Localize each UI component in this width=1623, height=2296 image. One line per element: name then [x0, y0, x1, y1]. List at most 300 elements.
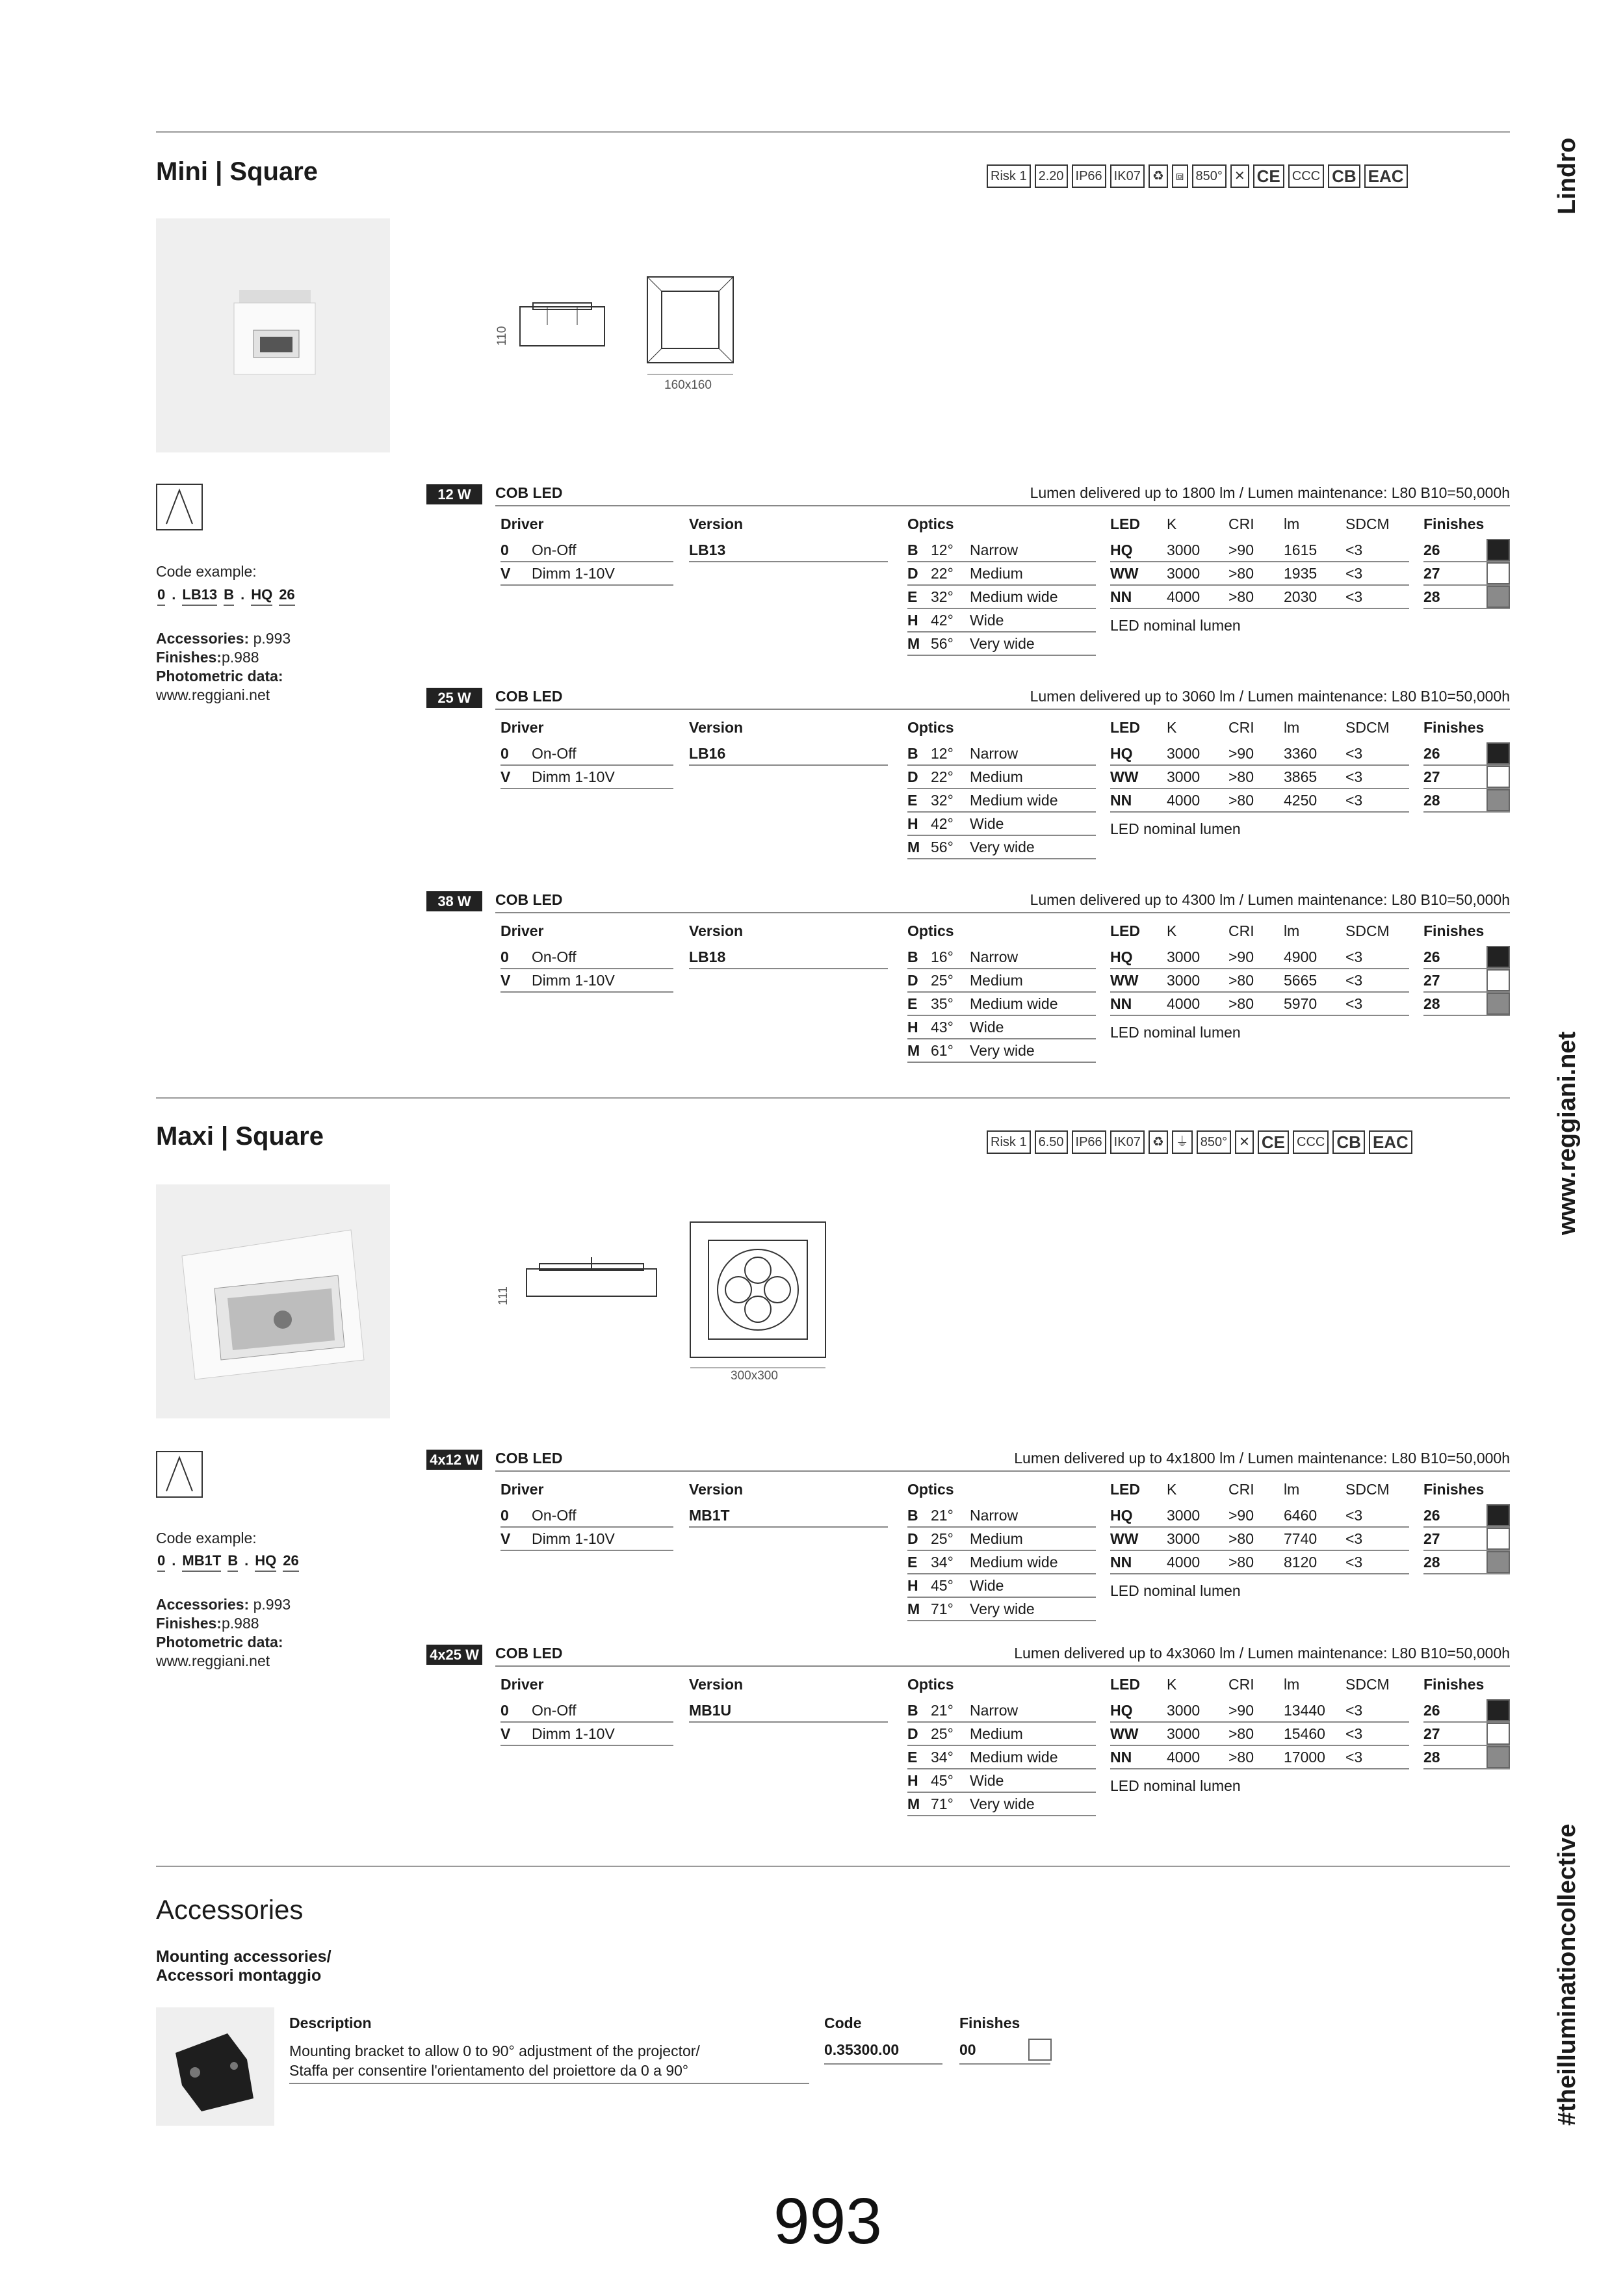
optic-name: Medium wide: [970, 995, 1058, 1012]
mini-dim-width: 160x160: [664, 378, 712, 392]
code-part: B: [227, 1552, 238, 1572]
optic-angle: 61°: [931, 1042, 954, 1059]
optic-name: Medium: [970, 565, 1023, 582]
optic-name: Narrow: [970, 1507, 1019, 1524]
optics-row: [907, 633, 1096, 656]
optics-row: [907, 1699, 1096, 1723]
accessory-finish: 00: [959, 2041, 1050, 2065]
eac-mark: EAC: [1369, 1130, 1412, 1154]
driver-row: [500, 1723, 673, 1746]
optic-angle: 42°: [931, 815, 954, 832]
finish-swatch: [1487, 586, 1510, 608]
photometric-label: Photometric data:: [156, 668, 283, 685]
lm-header: lm: [1284, 922, 1300, 939]
led-type: COB LED: [495, 891, 563, 908]
bracket-photo: [156, 2007, 274, 2126]
led-sdcm: <3: [1345, 972, 1363, 989]
led-k: 3000: [1167, 972, 1201, 989]
side-brand: Lindro: [1553, 137, 1581, 215]
optic-angle: 45°: [931, 1772, 954, 1789]
finish-code: 26: [1423, 1702, 1440, 1719]
version-header: Version: [689, 1676, 744, 1693]
driver-name: On-Off: [532, 541, 577, 558]
led-sdcm: <3: [1345, 588, 1363, 605]
code-part: MB1T: [182, 1552, 221, 1572]
watt-badge: 38 W: [426, 891, 482, 911]
optics-row: [907, 1769, 1096, 1793]
optic-angle: 25°: [931, 1725, 954, 1742]
optic-angle: 42°: [931, 612, 954, 629]
finish-swatch: [1487, 562, 1510, 584]
led-cri: >90: [1228, 1702, 1254, 1719]
led-type: COB LED: [495, 1450, 563, 1467]
code-part: HQ: [255, 1552, 276, 1572]
optic-name: Wide: [970, 612, 1004, 629]
mini-refs: [156, 629, 291, 705]
led-code: WW: [1110, 565, 1139, 582]
finish-swatch: [1487, 789, 1510, 811]
led-lm: 5970: [1284, 995, 1318, 1012]
led-k: 3000: [1167, 1507, 1201, 1524]
driver-name: On-Off: [532, 948, 577, 965]
version-header: Version: [689, 922, 744, 939]
optic-name: Narrow: [970, 1702, 1019, 1719]
led-row: [1110, 789, 1409, 813]
risk-label: Risk 1: [987, 1130, 1031, 1154]
led-code: WW: [1110, 768, 1139, 785]
finish-code: 28: [1423, 995, 1440, 1012]
version-row: [689, 1504, 888, 1528]
led-type: COB LED: [495, 688, 563, 705]
led-cri: >80: [1228, 588, 1254, 605]
optics-row: [907, 993, 1096, 1016]
finish-swatch-00: [1028, 2039, 1052, 2061]
finish-swatch: [1487, 1699, 1510, 1721]
led-k: 3000: [1167, 1702, 1201, 1719]
optics-row: [907, 1551, 1096, 1574]
led-row: [1110, 1528, 1409, 1551]
optics-row: [907, 813, 1096, 836]
optics-row: [907, 742, 1096, 766]
sdcm-header: SDCM: [1345, 719, 1390, 736]
led-lm: 5665: [1284, 972, 1318, 989]
driver-row: [500, 766, 673, 789]
maxi-dim-width: 300x300: [731, 1369, 778, 1383]
driver-code: 0: [500, 1702, 509, 1719]
finishes-label: Finishes:: [156, 1615, 222, 1632]
earth-icon: ⏚: [1172, 1130, 1193, 1154]
code-header: Code: [824, 2015, 862, 2031]
optic-code: H: [907, 1772, 918, 1789]
maxi-cert-row: [987, 1130, 1412, 1154]
driver-code: V: [500, 972, 511, 989]
led-sdcm: <3: [1345, 995, 1363, 1012]
version-row: [689, 539, 888, 562]
finish-code: 28: [1423, 792, 1440, 809]
finishes-header: Finishes: [1423, 1481, 1485, 1498]
finish-code: 27: [1423, 565, 1440, 582]
optics-row: [907, 1016, 1096, 1039]
finishes-header: Finishes: [1423, 1676, 1485, 1693]
led-code: WW: [1110, 972, 1139, 989]
optics-row: [907, 836, 1096, 859]
optic-code: M: [907, 635, 920, 652]
led-nominal-note: LED nominal lumen: [1110, 617, 1241, 634]
led-code: HQ: [1110, 1702, 1133, 1719]
led-k: 4000: [1167, 1749, 1201, 1766]
mini-product-image: [156, 218, 390, 452]
optic-code: M: [907, 1795, 920, 1812]
led-code: NN: [1110, 792, 1132, 809]
block-header: [495, 484, 1510, 506]
version-row: [689, 742, 888, 766]
driver-code: 0: [500, 745, 509, 762]
lm-header: lm: [1284, 719, 1300, 736]
led-lm: 3865: [1284, 768, 1318, 785]
lm-header: lm: [1284, 1481, 1300, 1498]
led-lm: 1935: [1284, 565, 1318, 582]
optic-code: D: [907, 565, 918, 582]
led-lm: 6460: [1284, 1507, 1318, 1524]
finish-code: 27: [1423, 768, 1440, 785]
led-lm: 17000: [1284, 1749, 1325, 1766]
led-cri: >80: [1228, 1725, 1254, 1742]
cri-header: CRI: [1228, 515, 1254, 532]
optic-name: Medium wide: [970, 588, 1058, 605]
led-nominal-note: LED nominal lumen: [1110, 1582, 1241, 1599]
maxi-drawing: [520, 1216, 832, 1385]
led-cri: >80: [1228, 1554, 1254, 1571]
led-row: [1110, 1551, 1409, 1574]
led-lm: 3360: [1284, 745, 1318, 762]
accessory-code: 0.35300.00: [824, 2041, 942, 2065]
ip-label: IP66: [1072, 164, 1106, 188]
optic-angle: 34°: [931, 1749, 954, 1766]
accessories-label: Accessories:: [156, 630, 250, 647]
led-k: 4000: [1167, 588, 1201, 605]
led-header: LED: [1110, 1676, 1140, 1693]
code-part: HQ: [251, 586, 272, 606]
code-part: 26: [283, 1552, 298, 1572]
optic-code: H: [907, 1019, 918, 1036]
ik-label: IK07: [1110, 164, 1145, 188]
led-cri: >80: [1228, 995, 1254, 1012]
code-dot: .: [172, 1552, 176, 1569]
divider: [156, 1866, 1510, 1867]
mini-code-example: [157, 586, 295, 606]
optic-name: Very wide: [970, 1042, 1035, 1059]
no-cover-icon: ✕: [1235, 1130, 1254, 1154]
driver-name: Dimm 1-10V: [532, 768, 615, 785]
driver-header: Driver: [500, 719, 544, 736]
divider: [156, 1097, 1510, 1099]
optics-header: Optics: [907, 1676, 954, 1693]
optic-name: Very wide: [970, 635, 1035, 652]
optic-code: B: [907, 1507, 918, 1524]
optics-row: [907, 766, 1096, 789]
led-sdcm: <3: [1345, 792, 1363, 809]
code-part: LB13: [182, 586, 217, 606]
optic-angle: 22°: [931, 565, 954, 582]
optic-code: B: [907, 1702, 918, 1719]
led-nominal-note: LED nominal lumen: [1110, 1777, 1241, 1794]
version-header: Version: [689, 1481, 744, 1498]
accessories-subtitle: [156, 1948, 331, 1985]
watt-badge: 12 W: [426, 484, 482, 504]
finish-code: 27: [1423, 1725, 1440, 1742]
led-cri: >90: [1228, 1507, 1254, 1524]
code-dot: .: [172, 586, 176, 603]
recycle-icon: ♻: [1149, 164, 1168, 188]
version-header: Version: [689, 719, 744, 736]
lm-header: lm: [1284, 515, 1300, 532]
driver-code: V: [500, 565, 511, 582]
optics-row: [907, 1598, 1096, 1621]
cb-mark: CB: [1332, 1130, 1365, 1154]
driver-name: On-Off: [532, 1702, 577, 1719]
led-row: [1110, 742, 1409, 766]
finish-swatch: [1487, 946, 1510, 968]
optic-name: Very wide: [970, 839, 1035, 855]
optic-name: Narrow: [970, 745, 1019, 762]
temp-label: 850°: [1192, 164, 1227, 188]
sdcm-header: SDCM: [1345, 1676, 1390, 1693]
led-row: [1110, 946, 1409, 969]
led-lm: 8120: [1284, 1554, 1318, 1571]
code-part: 0: [157, 1552, 165, 1572]
photometric-label: Photometric data:: [156, 1634, 283, 1650]
driver-header: Driver: [500, 515, 544, 532]
code-dot: .: [244, 1552, 249, 1569]
driver-row: [500, 562, 673, 586]
finish-code: 28: [1423, 1554, 1440, 1571]
led-sdcm: <3: [1345, 745, 1363, 762]
driver-name: On-Off: [532, 1507, 577, 1524]
k-header: K: [1167, 1676, 1177, 1693]
optics-header: Optics: [907, 922, 954, 939]
optic-code: M: [907, 839, 920, 855]
photometric-url: www.reggiani.net: [156, 1652, 270, 1669]
side-hashtag: #theilluminationcollective: [1553, 1823, 1581, 2126]
maxi-dim-height: 111: [497, 1286, 510, 1305]
led-cri: >90: [1228, 948, 1254, 965]
optics-row: [907, 1528, 1096, 1551]
subtitle-line-1: Mounting accessories/: [156, 1948, 331, 1966]
optic-code: M: [907, 1042, 920, 1059]
cb-mark: CB: [1328, 164, 1360, 188]
lm-header: lm: [1284, 1676, 1300, 1693]
led-sdcm: <3: [1345, 1507, 1363, 1524]
watt-badge: 4x12 W: [426, 1450, 482, 1470]
finish-code: 28: [1423, 588, 1440, 605]
optic-angle: 45°: [931, 1577, 954, 1594]
version-code: LB18: [689, 948, 726, 965]
led-k: 3000: [1167, 541, 1201, 558]
led-sdcm: <3: [1345, 1554, 1363, 1571]
led-code: NN: [1110, 1554, 1132, 1571]
code-part: 0: [157, 586, 165, 606]
finish-swatch: [1487, 766, 1510, 788]
eac-mark: EAC: [1364, 164, 1408, 188]
mini-product-photo: [156, 218, 390, 452]
version-code: LB13: [689, 541, 726, 558]
finishes-label: Finishes:: [156, 649, 222, 666]
optic-name: Medium wide: [970, 1749, 1058, 1766]
led-row: [1110, 539, 1409, 562]
led-header: LED: [1110, 922, 1140, 939]
cri-header: CRI: [1228, 922, 1254, 939]
maxi-title: Maxi | Square: [156, 1122, 324, 1151]
led-row: [1110, 766, 1409, 789]
led-cri: >80: [1228, 792, 1254, 809]
optics-row: [907, 1039, 1096, 1063]
maxi-code-example: [157, 1552, 299, 1572]
optic-name: Wide: [970, 1577, 1004, 1594]
led-header: LED: [1110, 515, 1140, 532]
optics-row: [907, 1723, 1096, 1746]
ccc-mark: CCC: [1293, 1130, 1329, 1154]
optic-code: M: [907, 1600, 920, 1617]
optic-angle: 43°: [931, 1019, 954, 1036]
ip-label: IP66: [1072, 1130, 1106, 1154]
sdcm-header: SDCM: [1345, 922, 1390, 939]
led-k: 3000: [1167, 1725, 1201, 1742]
finish-swatch: [1487, 742, 1510, 764]
optic-code: E: [907, 588, 918, 605]
mini-cert-row: [987, 164, 1408, 188]
maxi-product-photo: [156, 1184, 390, 1418]
optic-angle: 71°: [931, 1795, 954, 1812]
led-code: WW: [1110, 1530, 1139, 1547]
driver-header: Driver: [500, 922, 544, 939]
cri-header: CRI: [1228, 1676, 1254, 1693]
optic-angle: 35°: [931, 995, 954, 1012]
led-code: HQ: [1110, 541, 1133, 558]
driver-header: Driver: [500, 1481, 544, 1498]
led-row: [1110, 1504, 1409, 1528]
optic-code: D: [907, 972, 918, 989]
driver-code: 0: [500, 1507, 509, 1524]
led-k: 3000: [1167, 745, 1201, 762]
accessories-page: p.993: [253, 630, 291, 647]
optic-angle: 32°: [931, 588, 954, 605]
optic-code: E: [907, 1554, 918, 1571]
lumen-info: Lumen delivered up to 4x3060 lm / Lumen maintenance: L80 B10=50,000h: [1014, 1645, 1510, 1662]
led-header: LED: [1110, 719, 1140, 736]
optic-code: B: [907, 541, 918, 558]
driver-code: 0: [500, 948, 509, 965]
led-row: [1110, 1699, 1409, 1723]
optic-name: Medium: [970, 972, 1023, 989]
block-header: [495, 1450, 1510, 1472]
finish-code: 28: [1423, 1749, 1440, 1766]
led-sdcm: <3: [1345, 1725, 1363, 1742]
led-lm: 13440: [1284, 1702, 1325, 1719]
version-code: LB16: [689, 745, 726, 762]
sdcm-header: SDCM: [1345, 515, 1390, 532]
optics-header: Optics: [907, 515, 954, 532]
risk-label: Risk 1: [987, 164, 1031, 188]
driver-code: V: [500, 768, 511, 785]
optic-code: D: [907, 768, 918, 785]
finishes-header: Finishes: [959, 2015, 1020, 2031]
led-sdcm: <3: [1345, 1530, 1363, 1547]
desc-line-1: Mounting bracket to allow 0 to 90° adjustment of the projector/: [289, 2042, 700, 2059]
optic-code: B: [907, 745, 918, 762]
optic-name: Medium: [970, 1725, 1023, 1742]
cri-header: CRI: [1228, 1481, 1254, 1498]
desc-header: Description: [289, 2015, 372, 2031]
version-row: [689, 1699, 888, 1723]
led-nominal-note: LED nominal lumen: [1110, 820, 1241, 837]
finishes-page: p.988: [221, 649, 259, 666]
led-cri: >80: [1228, 565, 1254, 582]
driver-row: [500, 946, 673, 969]
led-header: LED: [1110, 1481, 1140, 1498]
optic-angle: 56°: [931, 635, 954, 652]
led-cri: >80: [1228, 972, 1254, 989]
optics-row: [907, 969, 1096, 993]
k-header: K: [1167, 922, 1177, 939]
led-lm: 15460: [1284, 1725, 1325, 1742]
desc-line-2: Staffa per consentire l'orientamento del proiettore da 0 a 90°: [289, 2062, 689, 2079]
led-k: 3000: [1167, 565, 1201, 582]
recycle-icon: ♻: [1149, 1130, 1168, 1154]
driver-row: [500, 1528, 673, 1551]
led-code: NN: [1110, 588, 1132, 605]
optic-name: Wide: [970, 815, 1004, 832]
ccc-mark: CCC: [1288, 164, 1324, 188]
optic-name: Medium: [970, 1530, 1023, 1547]
optic-name: Wide: [970, 1772, 1004, 1789]
optic-angle: 12°: [931, 541, 954, 558]
driver-name: Dimm 1-10V: [532, 1530, 615, 1547]
finishes-header: Finishes: [1423, 922, 1485, 939]
weight-label: 2.20: [1035, 164, 1068, 188]
optic-angle: 25°: [931, 972, 954, 989]
maxi-refs: [156, 1595, 291, 1671]
optic-angle: 12°: [931, 745, 954, 762]
led-row: [1110, 969, 1409, 993]
optic-name: Medium wide: [970, 1554, 1058, 1571]
led-cri: >80: [1228, 1749, 1254, 1766]
finish-code: 26: [1423, 541, 1440, 558]
temp-label: 850°: [1197, 1130, 1231, 1154]
led-cri: >90: [1228, 745, 1254, 762]
optics-row: [907, 562, 1096, 586]
led-lm: 1615: [1284, 541, 1318, 558]
finish-code: 26: [1423, 948, 1440, 965]
finish-swatch: [1487, 1528, 1510, 1550]
mini-title: Mini | Square: [156, 157, 318, 186]
accessory-description: [289, 2041, 809, 2084]
optics-header: Optics: [907, 1481, 954, 1498]
driver-row: [500, 742, 673, 766]
side-url: www.reggiani.net: [1553, 1031, 1581, 1235]
optic-angle: 56°: [931, 839, 954, 855]
optic-angle: 34°: [931, 1554, 954, 1571]
no-cover-icon: ✕: [1230, 164, 1249, 188]
version-code: MB1T: [689, 1507, 730, 1524]
accessories-title: Accessories: [156, 1894, 304, 1925]
optic-angle: 21°: [931, 1702, 954, 1719]
led-code: HQ: [1110, 1507, 1133, 1524]
optic-angle: 21°: [931, 1507, 954, 1524]
finish-swatch: [1487, 1723, 1510, 1745]
optics-row: [907, 609, 1096, 633]
block-header: [495, 688, 1510, 710]
led-lm: 4900: [1284, 948, 1318, 965]
